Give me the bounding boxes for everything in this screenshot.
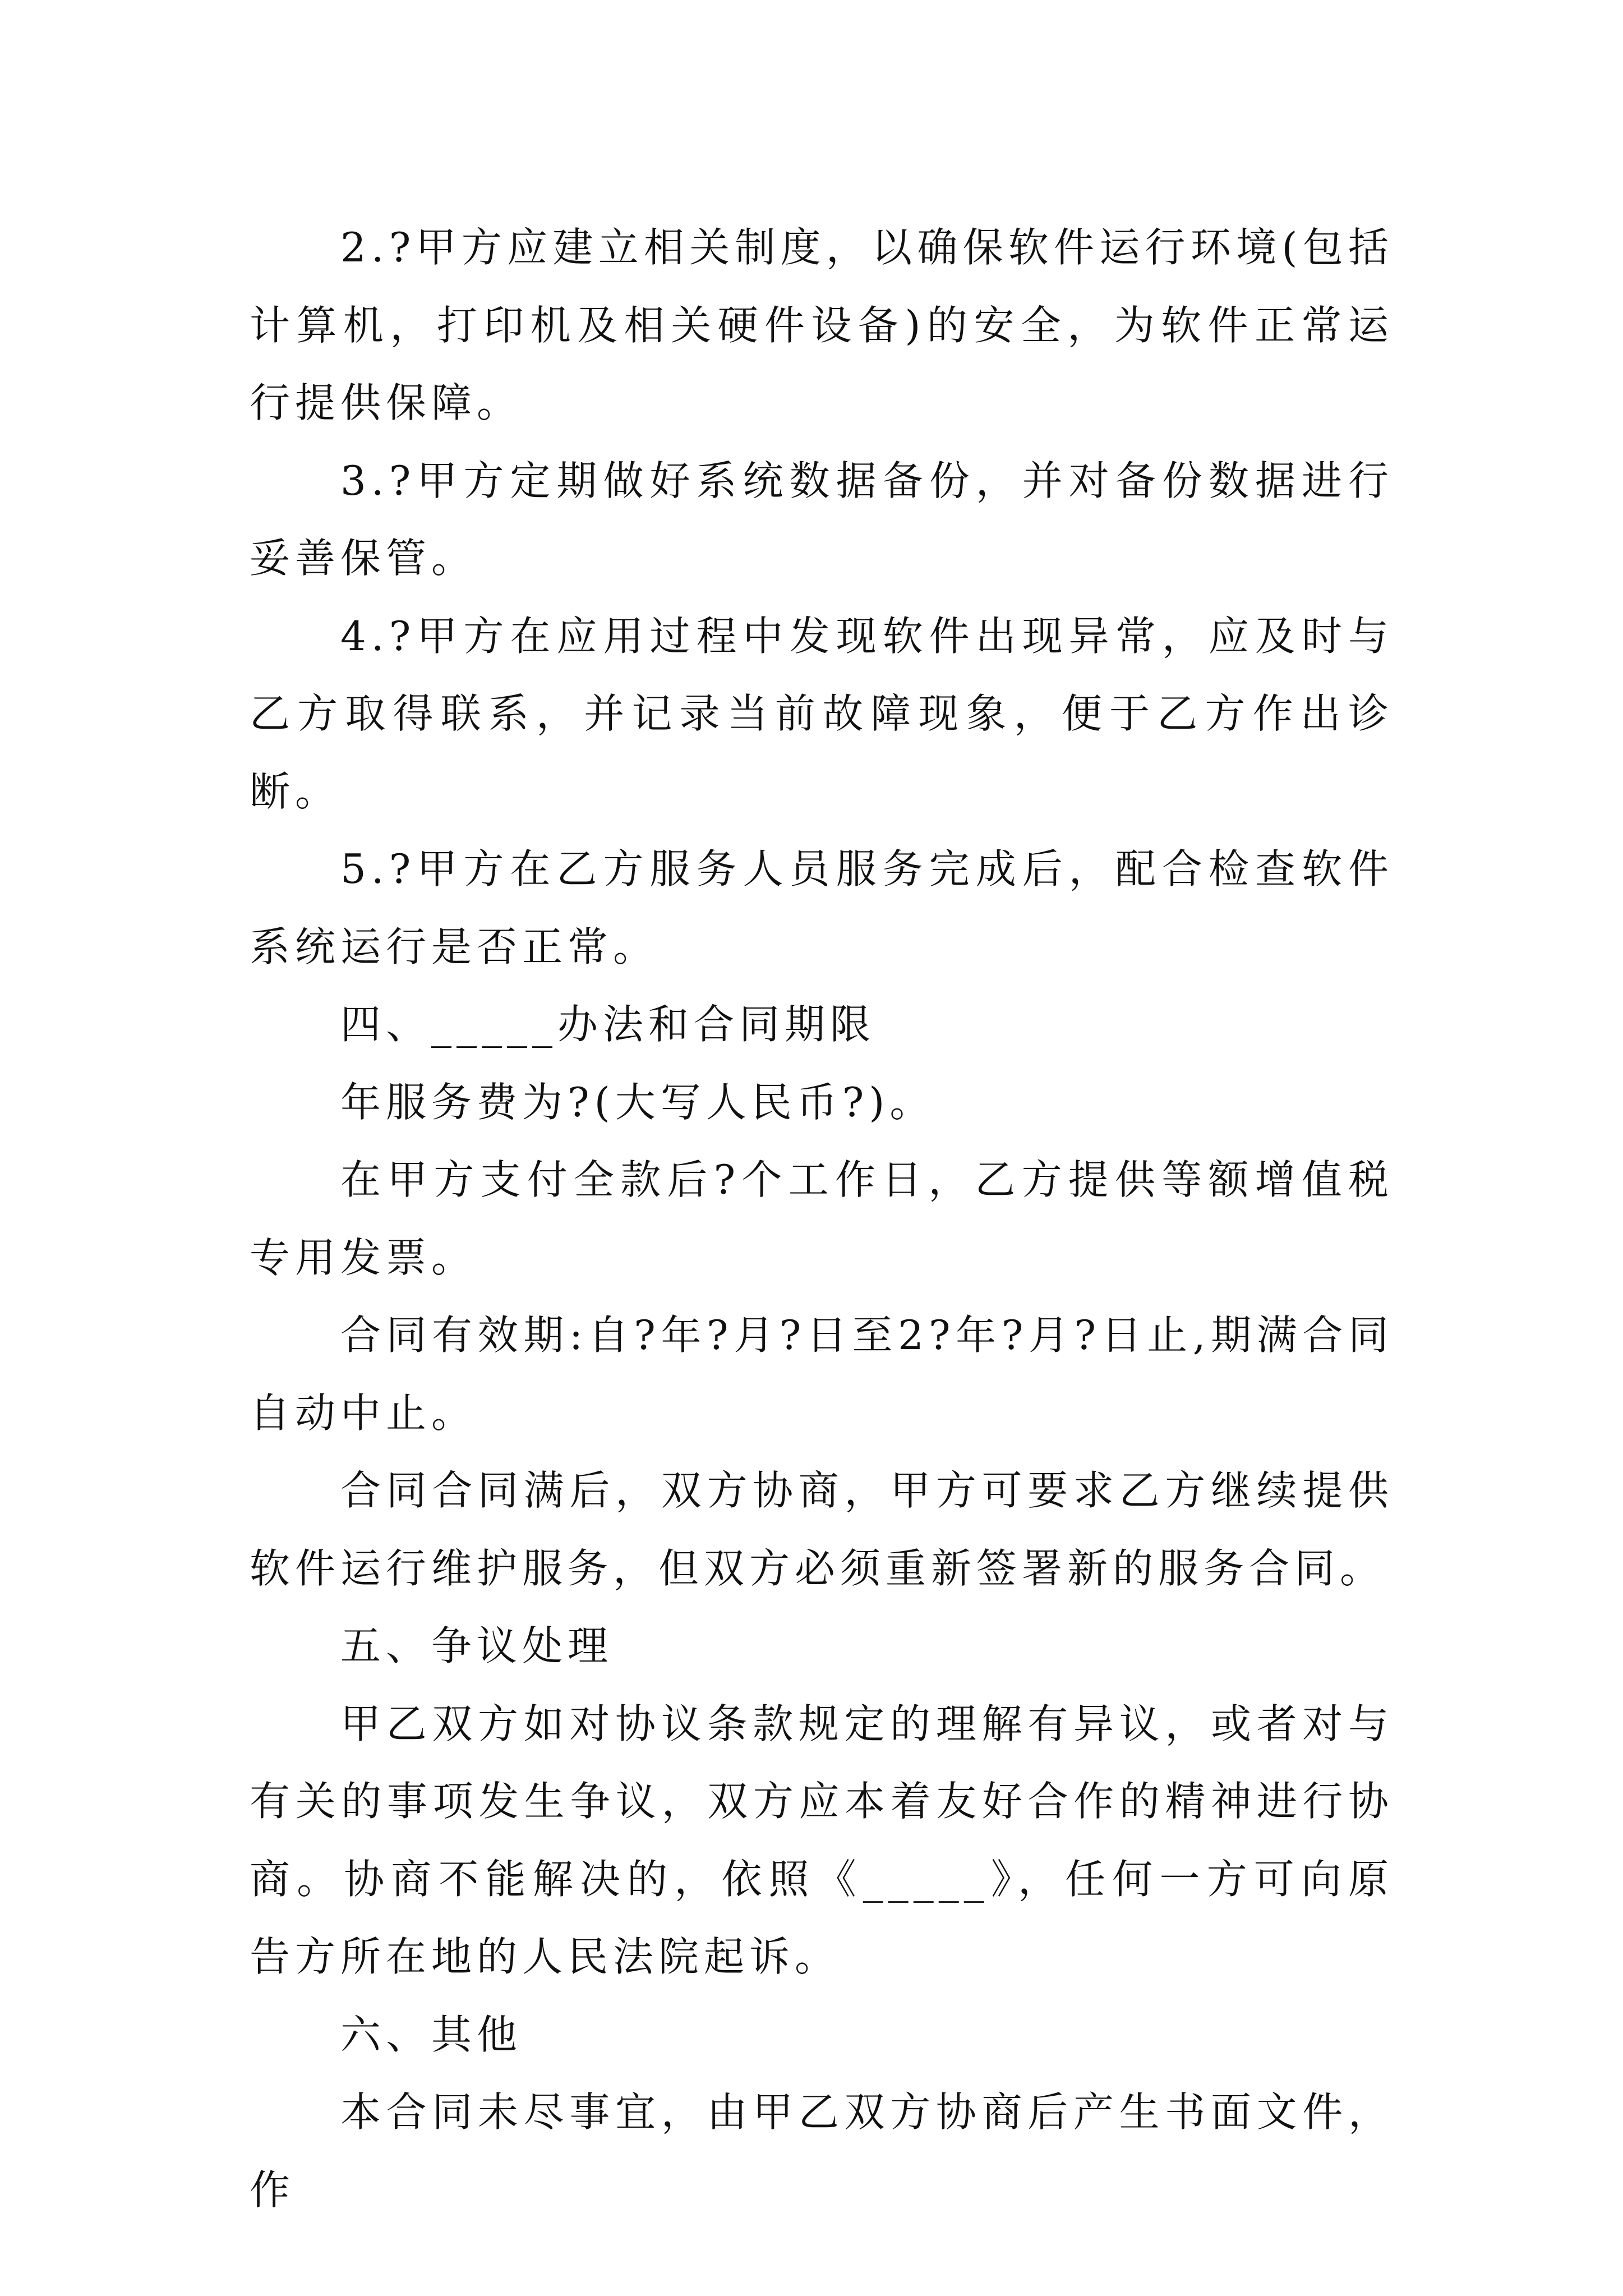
renewal-paragraph: 合同合同满后，双方协商，甲方可要求乙方继续提供软件运行维护服务，但双方必须重新签署新的服务合同。 <box>250 1467 1394 1592</box>
section-5-heading: 五、争议处理 <box>340 1622 614 1669</box>
section-6-heading: 六、其他 <box>340 2010 523 2058</box>
other-paragraph: 本合同未尽事宜，由甲乙双方协商后产生书面文件，作 <box>250 2088 1394 2214</box>
clause-4-paragraph: 4.?甲方在应用过程中发现软件出现异常，应及时与乙方取得联系，并记录当前故障现象，便于乙方作出诊断。 <box>250 612 1394 815</box>
clause-5-paragraph: 5.?甲方在乙方服务人员服务完成后，配合检查软件系统运行是否正常。 <box>250 845 1394 970</box>
clause-2-paragraph: 2.?甲方应建立相关制度，以确保软件运行环境(包括计算机，打印机及相关硬件设备)的安全，为软件正常运行提供保障。 <box>250 224 1394 426</box>
clause-3-paragraph: 3.?甲方定期做好系统数据备份，并对备份数据进行妥善保管。 <box>250 457 1394 582</box>
document-body <box>250 209 1394 2229</box>
validity-paragraph: 合同有效期:自?年?月?日至2?年?月?日止,期满合同自动中止。 <box>250 1312 1394 1437</box>
section-4-heading: 四、_____办法和合同期限 <box>340 1001 876 1048</box>
dispute-paragraph: 甲乙双方如对协议条款规定的理解有异议，或者对与有关的事项发生争议，双方应本着友好合作的精神进行协商。协商不能解决的，依照《_____》，任何一方可向原告方所在地的人民法院起诉。 <box>250 1700 1394 1980</box>
invoice-paragraph: 在甲方支付全款后?个工作日，乙方提供等额增值税专用发票。 <box>250 1156 1394 1281</box>
annual-fee-paragraph: 年服务费为?(大写人民币?)。 <box>340 1078 935 1126</box>
